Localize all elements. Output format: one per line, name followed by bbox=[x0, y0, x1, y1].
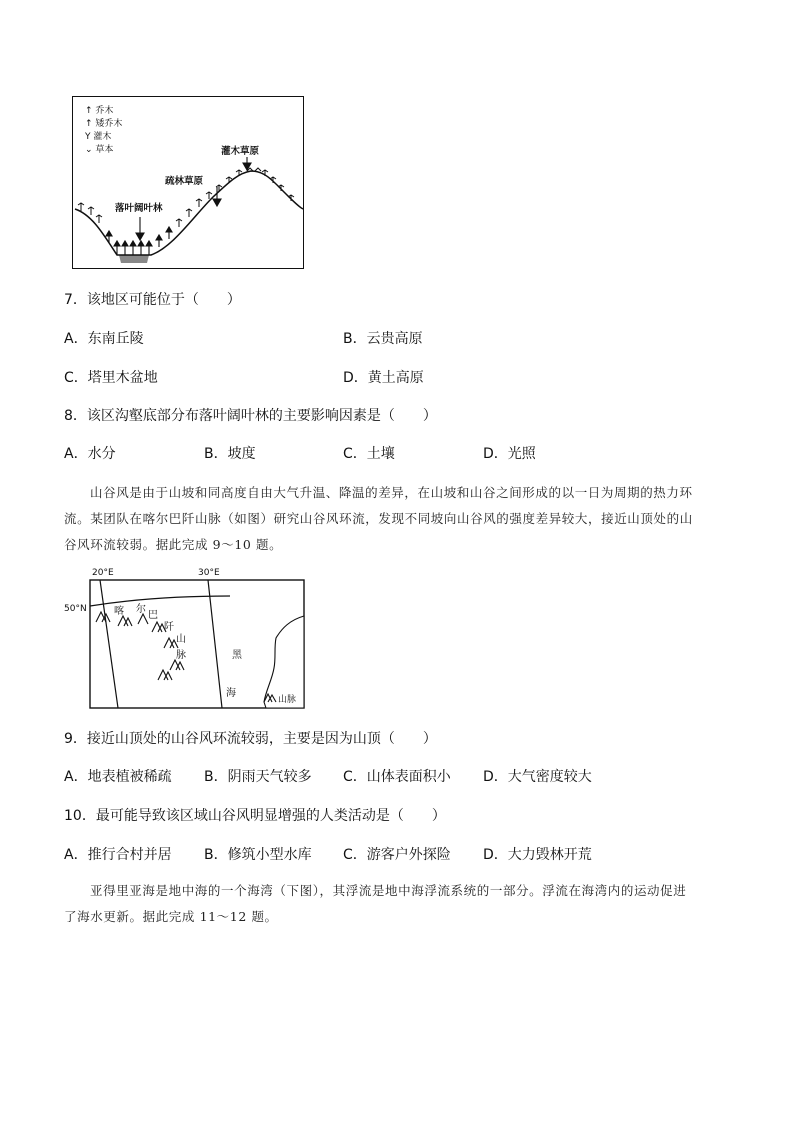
q7-option-b: B．云贵高原 bbox=[343, 331, 423, 347]
lat-label-50n: 50°N bbox=[64, 604, 87, 614]
sea-char-hei: 黑 bbox=[232, 650, 242, 661]
q10-option-d: D．大力毁林开荒 bbox=[483, 847, 592, 863]
legend-item-grass bbox=[85, 144, 122, 157]
passage1-line2: 流。某团队在喀尔巴阡山脉（如图）研究山谷风环流，发现不同坡向山谷风的强度差异较大，接近山顶处的山 bbox=[64, 511, 693, 526]
parallel-50n bbox=[90, 596, 230, 606]
passage2-line2: 了海水更新。据此完成 11～12 题。 bbox=[64, 909, 278, 924]
q10-stem: 10．最可能导致该区域山谷风明显增强的人类活动是（ ） bbox=[64, 808, 446, 824]
q9-option-d: D．大气密度较大 bbox=[483, 769, 592, 785]
q9-option-b: B．阴雨天气较多 bbox=[204, 769, 312, 785]
meridian-20e bbox=[100, 580, 118, 708]
lon-label-20e: 20°E bbox=[92, 568, 114, 578]
passage1 bbox=[64, 480, 736, 558]
q9-option-c: C．山体表面积小 bbox=[343, 769, 451, 785]
shrub-icon: Y bbox=[85, 132, 91, 142]
q10-option-a: A．推行合村并居 bbox=[64, 847, 172, 863]
q8-option-b: B．坡度 bbox=[204, 446, 256, 462]
grass-icon: ⌄ bbox=[85, 145, 93, 155]
q10-option-b: B．修筑小型水库 bbox=[204, 847, 312, 863]
q7-stem: 7．该地区可能位于（ ） bbox=[64, 292, 241, 308]
mountain-char-ba: 巴 bbox=[148, 610, 158, 621]
map-legend-label: 山脉 bbox=[278, 695, 297, 705]
carpathian-map-figure bbox=[60, 566, 320, 716]
valley-trees bbox=[106, 227, 172, 255]
sea-char-hai: 海 bbox=[226, 688, 236, 699]
mountain-symbols bbox=[96, 612, 276, 702]
q8-option-c: C．土壤 bbox=[343, 446, 395, 462]
q7-option-c: C．塔里木盆地 bbox=[64, 370, 158, 386]
legend-label: 矮乔木 bbox=[95, 119, 123, 129]
vegetation-profile-figure bbox=[72, 96, 304, 269]
passage1-line1: 山谷风是由于山坡和同高度自由大气升温、降温的差异，在山坡和山谷之间形成的以一日为周期的热力环 bbox=[90, 485, 693, 500]
q9-stem: 9．接近山顶处的山谷风环流较弱，主要是因为山顶（ ） bbox=[64, 731, 437, 747]
mountain-char-er: 尔 bbox=[136, 604, 146, 615]
label-deciduous-forest: 落叶阔叶林 bbox=[115, 203, 163, 214]
q8-stem: 8．该区沟壑底部分布落叶阔叶林的主要影响因素是（ ） bbox=[64, 408, 437, 424]
dwarf-tree-icon: ↑ bbox=[85, 119, 93, 129]
figure1-legend bbox=[85, 105, 122, 157]
legend-label: 乔木 bbox=[95, 106, 114, 116]
q8-option-d: D．光照 bbox=[483, 446, 536, 462]
mountain-char-shan: 山 bbox=[176, 634, 186, 645]
q9-option-a: A．地表植被稀疏 bbox=[64, 769, 172, 785]
legend-item-arbor bbox=[85, 105, 122, 118]
meridian-30e bbox=[208, 580, 222, 708]
label-arrows bbox=[136, 157, 251, 240]
passage2-line1: 亚得里亚海是地中海的一个海湾（下图），其浮流是地中海浮流系统的一部分。浮流在海湾内的运动促进 bbox=[90, 883, 687, 898]
legend-item-dwarf-arbor bbox=[85, 118, 122, 131]
q7-option-a: A．东南丘陵 bbox=[64, 331, 144, 347]
q10-option-c: C．游客户外探险 bbox=[343, 847, 451, 863]
arrow-up-icon: ↑ bbox=[85, 106, 93, 116]
legend-label: 草本 bbox=[95, 145, 114, 155]
legend-label: 灌木 bbox=[93, 132, 112, 142]
mountain-char-qian: 阡 bbox=[164, 622, 174, 633]
legend-item-shrub bbox=[85, 131, 122, 144]
valley-floor-hatch bbox=[119, 255, 149, 263]
q8-option-a: A．水分 bbox=[64, 446, 116, 462]
q7-option-d: D．黄土高原 bbox=[343, 370, 424, 386]
label-sparse-grassland: 疏林草原 bbox=[165, 176, 204, 187]
passage2 bbox=[64, 878, 736, 930]
mountain-char-mai: 脉 bbox=[176, 650, 186, 661]
label-shrub-grassland: 灌木草原 bbox=[221, 146, 260, 157]
mountain-char-ka: 喀 bbox=[114, 606, 124, 617]
lon-label-30e: 30°E bbox=[198, 568, 220, 578]
passage1-line3: 谷风环流较弱。据此完成 9～10 题。 bbox=[64, 537, 283, 552]
